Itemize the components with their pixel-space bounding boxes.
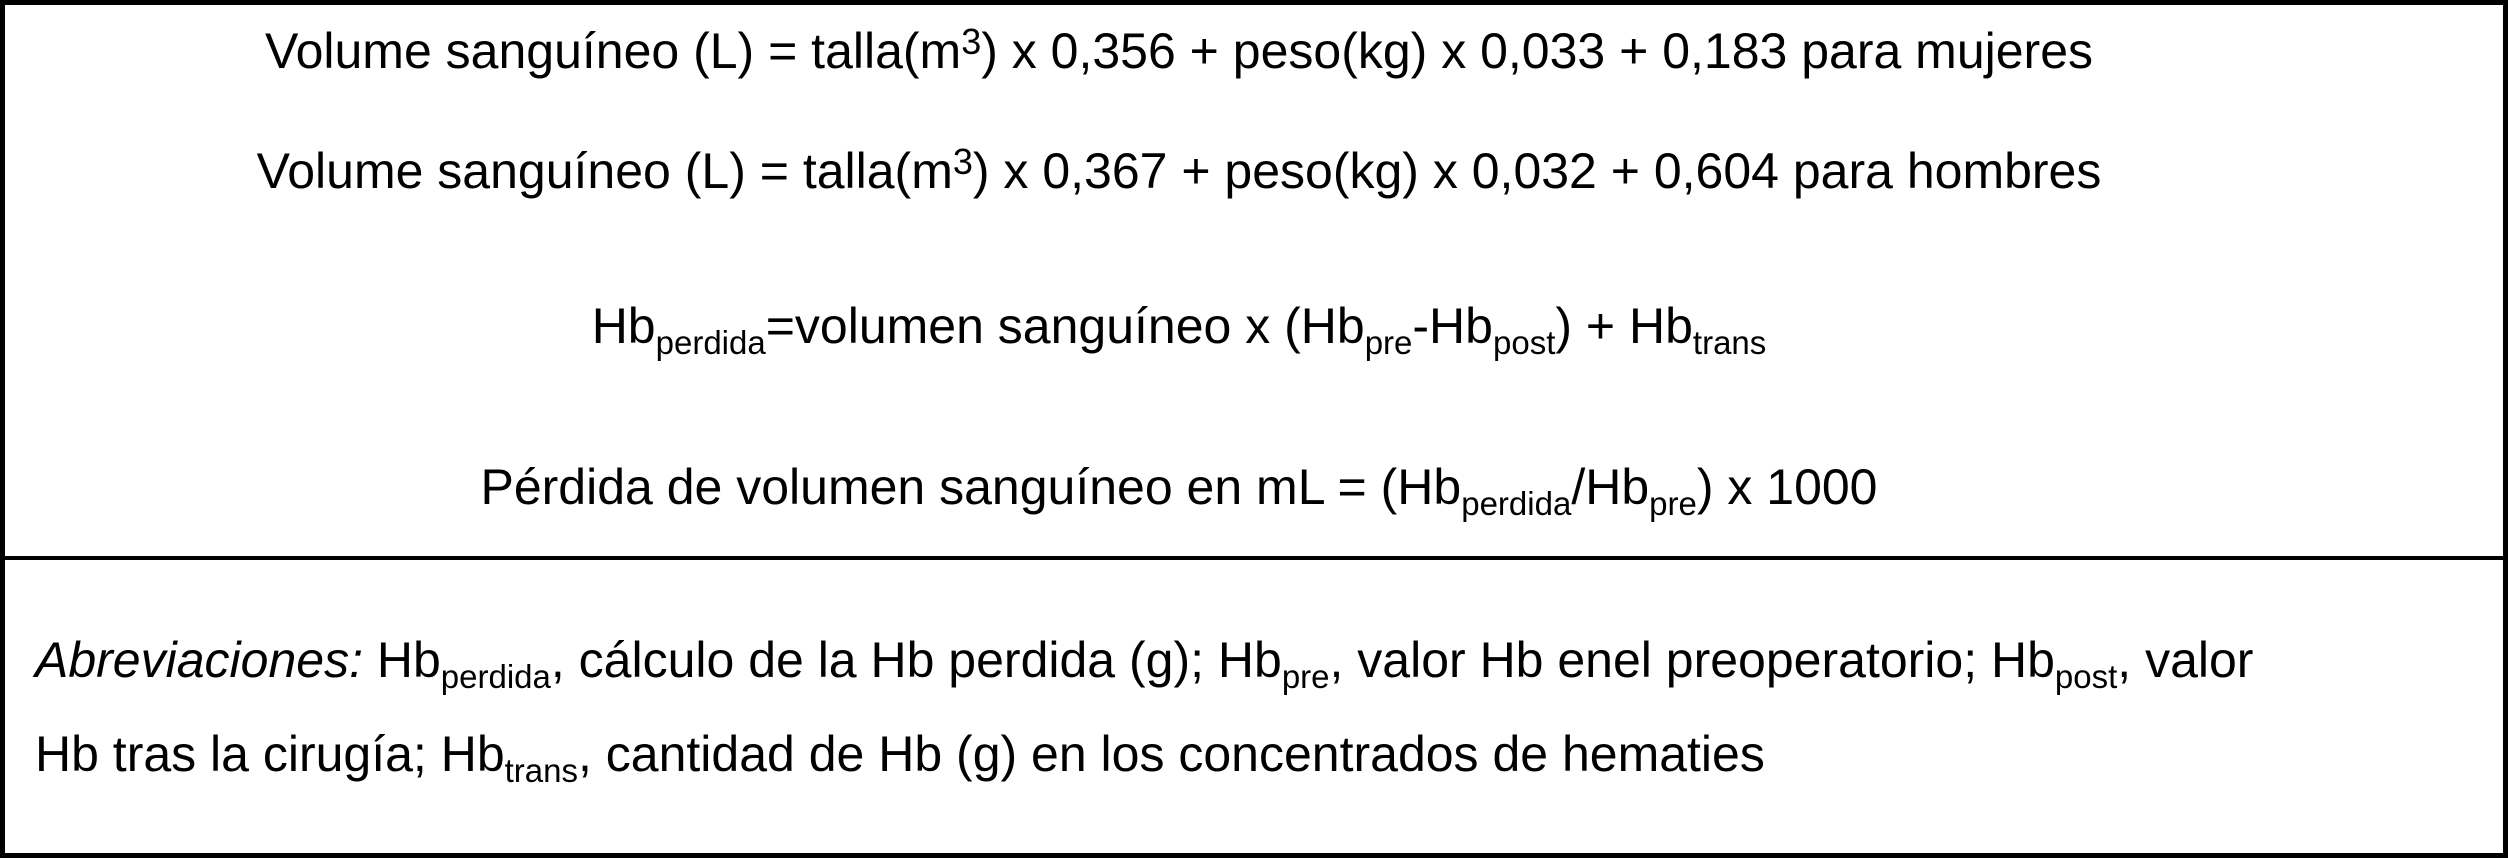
superscript-text: 3 <box>961 20 982 62</box>
text-segment: Hb tras la cirugía; Hb <box>35 726 505 782</box>
subscript-text: pre <box>1281 658 1330 696</box>
formula-hb-lost <box>5 296 2353 362</box>
subscript-text: trans <box>504 752 579 790</box>
text-segment: ) + Hb <box>1555 298 1693 354</box>
text-segment: Hb <box>591 298 656 354</box>
abbreviations-section <box>5 556 2503 853</box>
text-segment: Hb <box>362 632 441 688</box>
abbreviations-line-2 <box>35 724 2463 790</box>
subscript-text: trans <box>1692 324 1767 362</box>
subscript-text: post <box>2054 658 2118 696</box>
subscript-text: post <box>1492 324 1556 362</box>
subscript-text: perdida <box>440 658 551 696</box>
subscript-text: perdida <box>655 324 766 362</box>
formula-blood-volume-loss-ml <box>5 457 2353 523</box>
text-segment: =volumen sanguíneo x (Hb <box>765 298 1365 354</box>
abbreviations-line-1 <box>35 630 2463 696</box>
formula-blood-volume-women <box>5 21 2353 86</box>
text-segment: , cálculo de la Hb perdida (g); Hb <box>550 632 1282 688</box>
subscript-text: perdida <box>1461 485 1572 523</box>
superscript-text: 3 <box>952 140 973 182</box>
formula-blood-volume-men <box>5 141 2353 206</box>
text-segment: ) x 0,356 + peso(kg) x 0,033 + 0,183 para mujeres <box>981 23 2094 79</box>
text-segment: Abreviaciones: <box>35 632 363 688</box>
subscript-text: pre <box>1364 324 1413 362</box>
text-segment: Volume sanguíneo (L) = talla(m <box>264 23 962 79</box>
text-segment: Pérdida de volumen sanguíneo en mL = (Hb <box>480 459 1462 515</box>
formulas-section <box>5 5 2503 556</box>
text-segment: ) x 1000 <box>1696 459 1878 515</box>
text-segment: ) x 0,367 + peso(kg) x 0,032 + 0,604 para hombres <box>972 143 2102 199</box>
text-segment: , cantidad de Hb (g) en los concentrados de hematies <box>578 726 1765 782</box>
text-segment: -Hb <box>1412 298 1493 354</box>
text-segment: , valor Hb enel preoperatorio; Hb <box>1329 632 2055 688</box>
text-segment: , valor <box>2117 632 2254 688</box>
subscript-text: pre <box>1649 485 1697 523</box>
text-segment: Volume sanguíneo (L) = talla(m <box>256 143 953 199</box>
text-segment: /Hb <box>1571 459 1650 515</box>
